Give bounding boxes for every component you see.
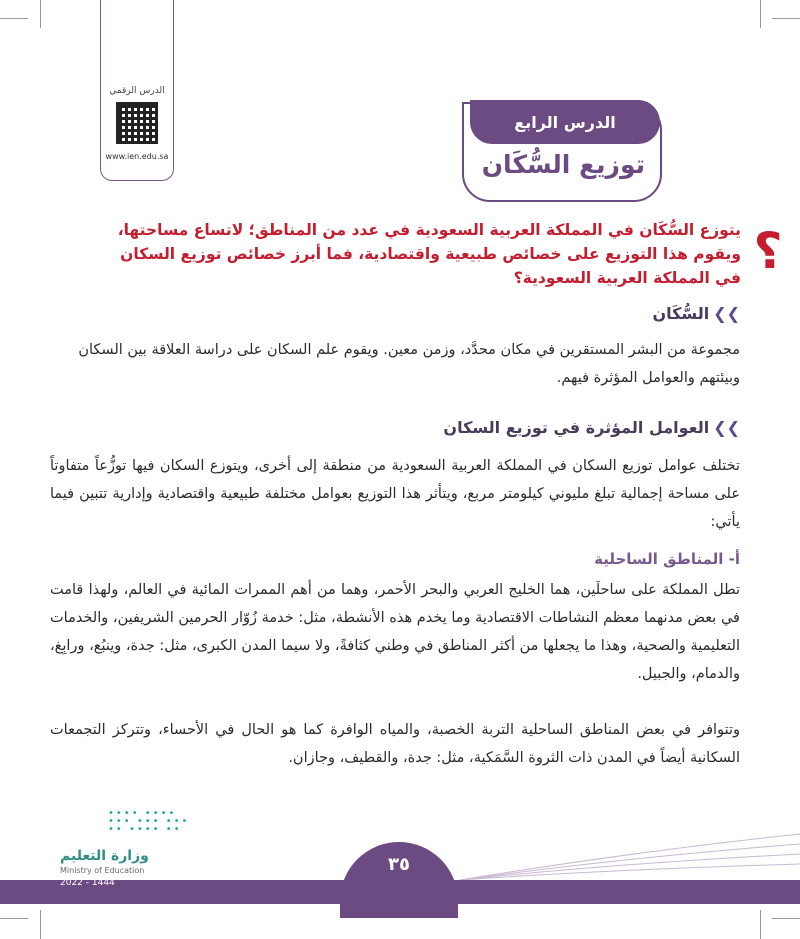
double-chevron-icon: ❯❯: [713, 418, 740, 437]
coastal-paragraph-1: تطل المملكة على ساحلَين، هما الخليج العربي والبحر الأحمر، وهما من أهم الممرات المائية في العالم، ولهذا قامت في بعض مدنهما معظم النشاطات الاقتصادية وما يخدم هذه الأنشطة، مثل: خدمة زُوّار الحرمين الشريفين، والخدمات التعليمية والصحية، وهذا ما يجعلها من أكثر المناطق في وطني كثافةً، ولا سيما المدن الكبرى، مثل: جدة، وينبُع، ورابِغ، والدمام، والجبيل.: [50, 582, 740, 682]
crop-mark: [772, 918, 800, 919]
section-heading-population: [652, 304, 740, 323]
population-definition: مجموعة من البشر المستقرين في مكان محدَّد، وزمن معين. ويقوم علم السكان على دراسة العلاقة بين السكان وبيئتهم والعوامل المؤثرة فيهم.: [78, 342, 740, 386]
crop-mark: [760, 0, 761, 28]
crop-mark: [40, 910, 41, 939]
digital-lesson-tab[interactable]: [100, 0, 174, 181]
qr-code-icon[interactable]: [116, 102, 158, 144]
digital-lesson-label: الدرس الرقمي: [109, 86, 165, 96]
crop-mark: [0, 18, 28, 19]
section-heading-text: العوامل المؤثرة في توزيع السكان: [443, 418, 710, 437]
crop-mark: [772, 18, 800, 19]
ministry-name-en: Ministry of Education: [60, 866, 145, 875]
ministry-logo-icon: •••• •••• ••• ••• ••• •• •••• ••: [108, 808, 190, 835]
lesson-number-tab: الدرس الرابع: [470, 100, 660, 144]
coastal-paragraph-2: وتتوافر في بعض المناطق الساحلية التربة الخصبة، والمياه الوافرة كما هو الحال في الأحساء، وتتركز التجمعات السكانية أيضاً في المدن ذات الثروة السَّمَكية، مثل: جدة، والقطيف، وجازان.: [50, 722, 740, 766]
subsection-heading-coastal: أ- المناطق الساحلية: [594, 550, 740, 568]
footer-decorative-lines: [460, 832, 800, 882]
question-mark-icon: ؟: [753, 222, 783, 280]
crop-mark: [760, 910, 761, 939]
section-heading-text: السُّكَان: [652, 304, 710, 323]
edition-year: 2022 - 1444: [60, 878, 115, 888]
crop-mark: [40, 0, 41, 28]
double-chevron-icon: ❯❯: [713, 304, 740, 323]
ministry-name-ar: وزارة التعليم: [60, 848, 149, 864]
section-heading-factors: [443, 418, 740, 437]
factors-paragraph: تختلف عوامل توزيع السكان في المملكة العربية السعودية من منطقة إلى أخرى، ويتوزع السكان فيها توزُّعاً متفاوتاً على مساحة إجمالية تبلغ مليوني كيلومتر مربع، ويتأثر هذا التوزيع بعوامل مختلفة طبيعية واقتصادية وإدارية تتبين فيما يأتي:: [50, 458, 740, 530]
intro-question: يتوزع السُّكَان في المملكة العربية السعودية في عدد من المناطق؛ لاتساع مساحتها، ويقوم هذا التوزيع على خصائص طبيعية واقتصادية، فما أبرز خصائص توزيع السكان في المملكة العربية السعودية؟: [117, 221, 741, 287]
lesson-title: توزيع السُّكَان: [481, 150, 645, 179]
crop-mark: [0, 918, 28, 919]
page-number: ٣٥: [388, 854, 410, 875]
digital-lesson-url[interactable]: www.ien.edu.sa: [105, 152, 169, 161]
